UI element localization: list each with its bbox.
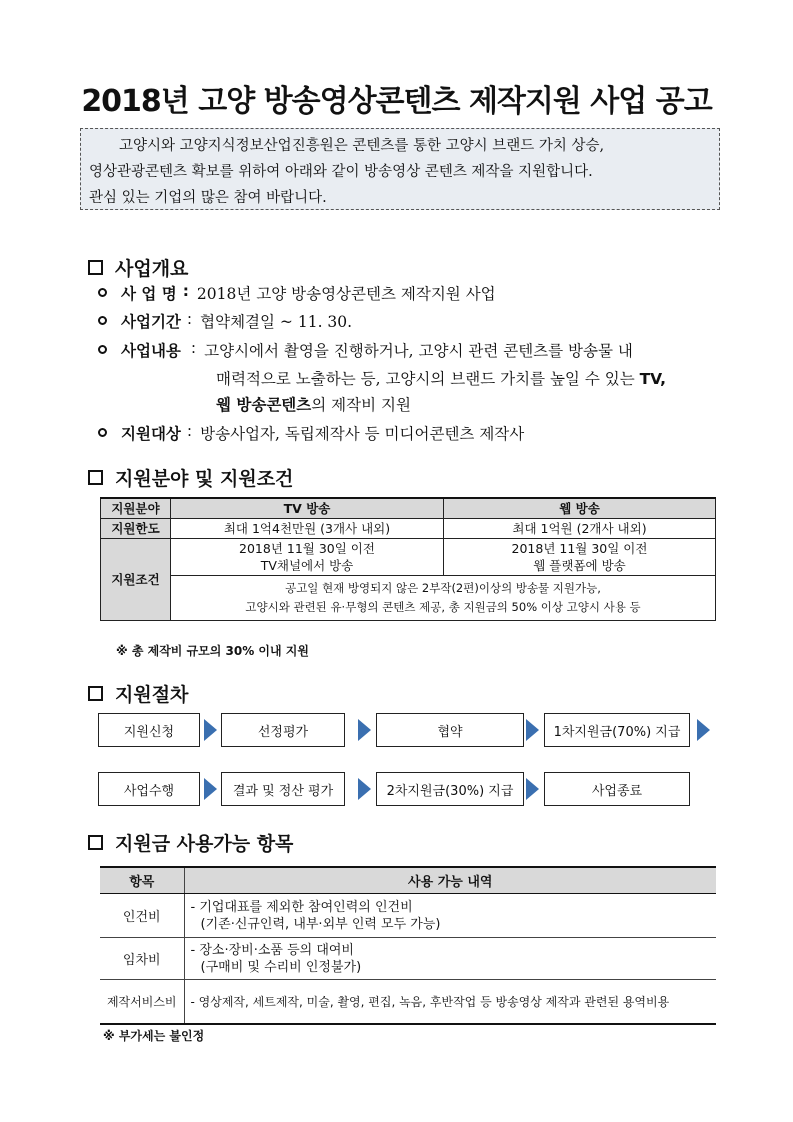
overview-label: 사업내용 [121,342,181,360]
overview-content-line2 [216,367,666,389]
checkbox-square-icon [88,835,103,850]
arrow-right-icon [204,778,217,800]
overview-content-row [98,339,633,361]
cell-line: - 장소·장비·소품 등의 대여비 [190,942,354,958]
circle-bullet-icon [98,316,107,325]
intro-line: 관심 있는 기업의 많은 참여 바랍니다. [89,190,327,206]
table-cell: - 영상제작, 세트제작, 미술, 촬영, 편집, 녹음, 후반작업 등 방송영상 제작과 관련된 용역비용 [184,980,716,1024]
section-title: 지원금 사용가능 항목 [115,833,294,855]
procedure-step: 협약 [376,713,524,747]
section-conditions-heading [88,464,293,491]
procedure-step: 사업수행 [98,772,200,806]
colon: : [186,310,193,328]
circle-bullet-icon [98,428,107,437]
conditions-note: ※ 총 제작비 규모의 30% 이내 지원 [116,644,309,658]
section-procedure-heading [88,680,188,707]
header-cell: 웹 방송 [444,498,716,519]
arrow-right-icon [358,778,371,800]
table-cell: 최대 1억원 (2개사 내외) [444,519,716,539]
table-cell: 제작서비스비 [100,980,184,1024]
circle-bullet-icon [98,288,107,297]
table-cell [444,539,716,576]
overview-period-row [98,310,352,332]
cell-line: TV채널에서 방송 [260,558,354,573]
table-cell: 인건비 [100,894,184,938]
arrow-right-icon [204,719,217,741]
section-title: 지원분야 및 지원조건 [115,468,294,490]
procedure-step: 결과 및 정산 평가 [221,772,345,806]
overview-value: 고양시에서 촬영을 진행하거나, 고양시 관련 콘텐츠를 방송물 내 [204,342,633,360]
table-cell [184,938,716,980]
content-text: 의 제작비 지원 [311,396,411,414]
header-cell: 지원분야 [101,498,171,519]
arrow-right-icon [526,719,539,741]
header-cell: 항목 [100,867,184,894]
section-usage-heading [88,829,293,856]
cell-line: (구매비 및 수리비 인정불가) [200,959,362,975]
checkbox-square-icon [88,470,103,485]
table-cell: 최대 1억4천만원 (3개사 내외) [171,519,444,539]
overview-label: 지원대상 [121,425,181,443]
intro-line: 영상관광콘텐츠 확보를 위하여 아래와 같이 방송영상 콘텐츠 제작을 지원합니다. [89,164,593,180]
overview-label: 사 업 명 [121,285,177,303]
overview-value: 협약체결일 ~ 11. 30. [200,313,353,331]
procedure-step: 사업종료 [544,772,690,806]
colon: : [182,282,189,300]
overview-label: 사업기간 [121,313,181,331]
table-cell [171,539,444,576]
page-title: 2018년 고양 방송영상콘텐츠 제작지원 사업 공고 [81,84,712,119]
overview-content-line3 [216,393,411,415]
circle-bullet-icon [98,345,107,354]
section-overview-heading [88,254,188,281]
cell-line: (기존·신규인력, 내부·외부 인력 모두 가능) [200,916,441,932]
cell-line: 고양시와 관련된 유·무형의 콘텐츠 제공, 총 지원금의 50% 이상 고양시 사용 등 [245,600,641,614]
overview-value: 2018년 고양 방송영상콘텐츠 제작지원 사업 [196,285,496,303]
overview-name-row [98,282,496,304]
section-title: 사업개요 [115,258,189,280]
intro-line: 고양시와 고양지식정보산업진흥원은 콘텐츠를 통한 고양시 브랜드 가치 상승, [119,138,605,154]
arrow-right-icon [697,719,710,741]
section-title: 지원절차 [115,684,189,706]
usage-table [100,866,716,1025]
conditions-table [100,497,716,621]
colon: : [190,339,197,357]
colon: : [186,422,193,440]
table-cell [171,576,716,621]
arrow-right-icon [358,719,371,741]
overview-target-row [98,422,524,444]
procedure-step: 2차지원금(30%) 지급 [376,772,524,806]
procedure-step: 지원신청 [98,713,200,747]
cell-line: 2018년 11월 30일 이전 [239,541,375,556]
overview-value: 방송사업자, 독립제작사 등 미디어콘텐츠 제작사 [200,425,525,443]
content-text: 매력적으로 노출하는 등, 고양시의 브랜드 가치를 높일 수 있는 [216,370,640,388]
procedure-step: 선정평가 [221,713,345,747]
cell-line: - 기업대표를 제외한 참여인력의 인건비 [190,899,413,915]
usage-note: ※ 부가세는 불인정 [103,1029,205,1043]
procedure-step: 1차지원금(70%) 지급 [544,713,690,747]
row-header-cell: 지원한도 [101,519,171,539]
table-cell [184,894,716,938]
content-bold-text: 웹 방송콘텐츠 [216,396,312,414]
cell-line: 공고일 현재 방영되지 않은 2부작(2편)이상의 방송물 지원가능, [285,581,601,595]
checkbox-square-icon [88,686,103,701]
header-cell: 사용 가능 내역 [184,867,716,894]
content-bold-text: TV, [639,370,667,388]
intro-box [80,128,720,210]
cell-line: 웹 플랫폼에 방송 [533,558,626,573]
cell-line: 2018년 11월 30일 이전 [511,541,648,556]
row-header-cell: 지원조건 [101,539,171,621]
arrow-right-icon [526,778,539,800]
table-cell: 임차비 [100,938,184,980]
header-cell: TV 방송 [171,498,444,519]
checkbox-square-icon [88,260,103,275]
